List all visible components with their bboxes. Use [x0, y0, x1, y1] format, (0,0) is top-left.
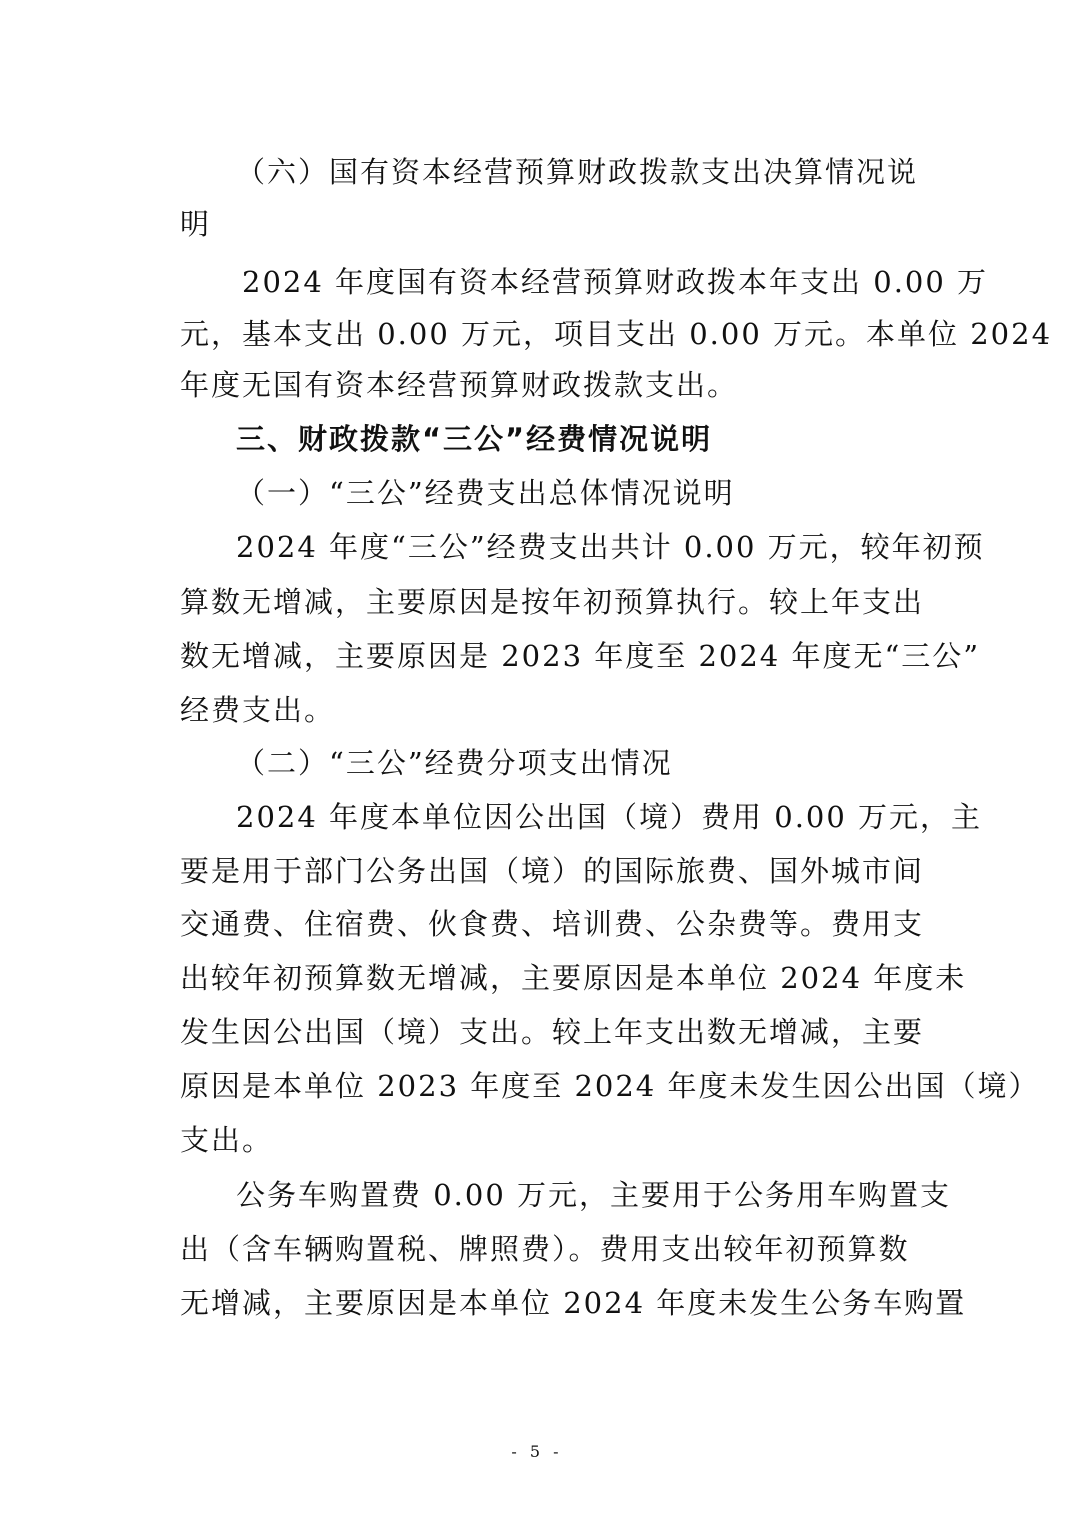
paragraph-line: 出（含车辆购置税、牌照费）。费用支出较年初预算数: [180, 1232, 910, 1266]
paragraph-line: 发生因公出国（境）支出。较上年支出数无增减，主要: [180, 1015, 925, 1049]
page-number: - 5 -: [511, 1442, 563, 1461]
paragraph-line: 数无增减，主要原因是 2023 年度至 2024 年度无“三公”: [180, 639, 981, 673]
paragraph-line: 原因是本单位 2023 年度至 2024 年度未发生因公出国（境）: [180, 1069, 1040, 1103]
paragraph-line: 2024 年度国有资本经营预算财政拨本年支出 0.00 万: [242, 265, 989, 299]
paragraph-line: 支出。: [180, 1123, 274, 1157]
subheading-two: （二）“三公”经费分项支出情况: [236, 746, 673, 780]
paragraph-line: 2024 年度本单位因公出国（境）费用 0.00 万元，主: [236, 800, 983, 834]
paragraph-line: 经费支出。: [180, 693, 336, 727]
paragraph-line: 2024 年度“三公”经费支出共计 0.00 万元，较年初预: [236, 530, 985, 564]
paragraph-line: 交通费、住宿费、伙食费、培训费、公杂费等。费用支: [180, 907, 925, 941]
paragraph-line: 要是用于部门公务出国（境）的国际旅费、国外城市间: [180, 854, 925, 888]
paragraph-line: 年度无国有资本经营预算财政拨款支出。: [180, 368, 739, 402]
paragraph-line: 元，基本支出 0.00 万元，项目支出 0.00 万元。本单位 2024: [180, 317, 1053, 351]
subheading-six: （六）国有资本经营预算财政拨款支出决算情况说: [236, 155, 919, 189]
section-heading-three: 三、财政拨款“三公”经费情况说明: [236, 422, 713, 456]
paragraph-line: 无增减，主要原因是本单位 2024 年度未发生公务车购置: [180, 1286, 967, 1320]
subheading-one: （一）“三公”经费支出总体情况说明: [236, 476, 735, 510]
paragraph-line: 出较年初预算数无增减，主要原因是本单位 2024 年度未: [180, 961, 967, 995]
paragraph-line: 算数无增减，主要原因是按年初预算执行。较上年支出: [180, 585, 925, 619]
subheading-six-cont: 明: [180, 207, 212, 241]
paragraph-line: 公务车购置费 0.00 万元，主要用于公务用车购置支: [236, 1178, 952, 1212]
